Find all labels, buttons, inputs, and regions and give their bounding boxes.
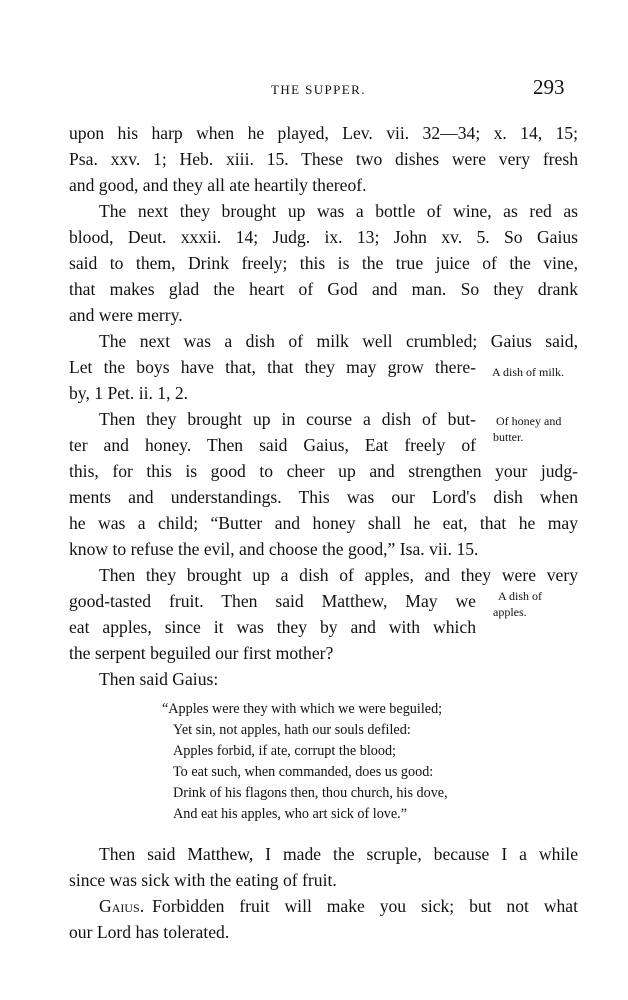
text-line: Let the boys have that, that they may grow there- [69, 357, 476, 377]
margin-note: Of honey and [496, 414, 562, 428]
poem-line: Yet sin, not apples, hath our souls defiled: [173, 722, 411, 738]
text-line: since was sick with the eating of fruit. [69, 870, 337, 890]
text-line: know to refuse the evil, and choose the good,” Isa. vii. 15. [69, 539, 479, 559]
text-line: the serpent beguiled our first mother? [69, 643, 334, 663]
text-line: that makes glad the heart of God and man. So they drank [69, 279, 578, 299]
text-line: ments and understandings. This was our Lord's dish when [69, 487, 578, 507]
text-line: Then said Gaius: [99, 669, 219, 689]
page-number: 293 [533, 75, 565, 99]
speaker-name: Gaius. [99, 896, 145, 916]
text-line: eat apples, since it was they by and with which [69, 617, 476, 637]
text-line: and good, and they all ate heartily thereof. [69, 175, 367, 195]
text-line: Then said Matthew, I made the scruple, because I a while [99, 844, 578, 864]
text-line: Then they brought up in course a dish of but- [99, 409, 476, 429]
text-line: Then they brought up a dish of apples, and they were very [99, 565, 578, 585]
text-line: The next they brought up was a bottle of wine, as red as [99, 201, 578, 221]
text-line: he was a child; “Butter and honey shall he eat, that he may [69, 513, 578, 533]
text-line: ter and honey. Then said Gaius, Eat freely of [69, 435, 476, 455]
margin-note: apples. [493, 605, 527, 619]
text-line: and were merry. [69, 305, 183, 325]
poem-line: And eat his apples, who art sick of love.” [173, 806, 408, 822]
text-line: upon his harp when he played, Lev. vii. 32—34; x. 14, 15; [69, 123, 578, 143]
text-line: our Lord has tolerated. [69, 922, 230, 942]
speaker-line [99, 898, 578, 916]
poem-line: “Apples were they with which we were beguiled; [162, 701, 443, 717]
text-line: this, for this is good to cheer up and strengthen your judg- [69, 461, 578, 481]
text-line: good-tasted fruit. Then said Matthew, May we [69, 591, 476, 611]
running-head: THE SUPPER. [271, 82, 366, 97]
margin-note: A dish of [498, 589, 543, 603]
text-line: Psa. xxv. 1; Heb. xiii. 15. These two dishes were very fresh [69, 149, 578, 169]
margin-note: A dish of milk. [492, 365, 565, 379]
text-line: said to them, Drink freely; this is the true juice of the vine, [69, 253, 578, 273]
text-line: The next was a dish of milk well crumbled; Gaius said, [99, 331, 578, 351]
text-line: blood, Deut. xxxii. 14; Judg. ix. 13; John xv. 5. So Gaius [69, 227, 578, 247]
text-line: by, 1 Pet. ii. 1, 2. [69, 383, 189, 403]
text-line: Forbidden fruit will make you sick; but not what [152, 896, 578, 916]
poem-line: To eat such, when commanded, does us good: [173, 764, 434, 780]
poem-line: Drink of his flagons then, thou church, his dove, [173, 785, 448, 801]
margin-note: butter. [493, 430, 524, 444]
poem-line: Apples forbid, if ate, corrupt the blood; [173, 743, 397, 759]
